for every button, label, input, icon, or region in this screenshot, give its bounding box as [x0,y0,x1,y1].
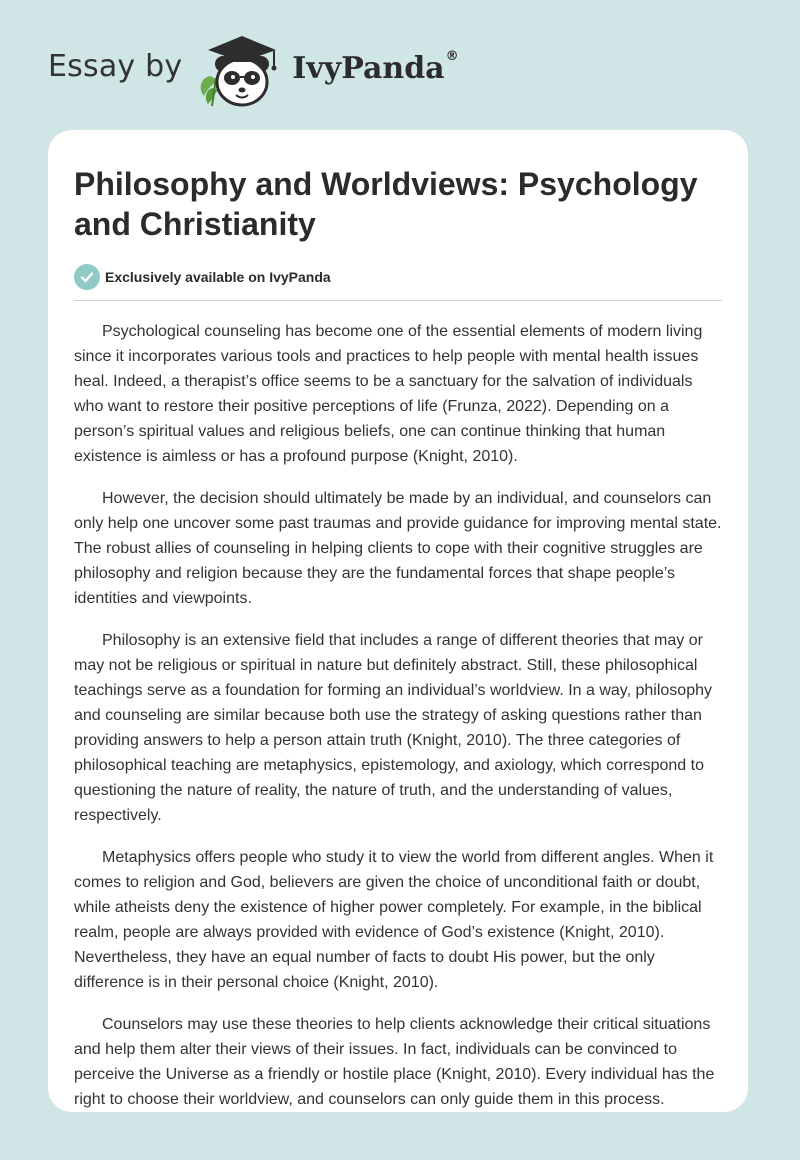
exclusive-badge [74,264,722,290]
paragraph: Metaphysics offers people who study it to view the world from different angles. When it comes to religion and God, believers are given the choice of unconditional faith or doubt, while atheists deny the existence of higher power completely. For example, in the biblical realm, people are always provided with evidence of God’s existence (Knight, 2010). Nevertheless, they have an equal number of facts to doubt His power, but the only difference is in their personal choice (Knight, 2010). [74,849,714,991]
registered-mark: ® [445,48,459,64]
paragraph: Counselors may use these theories to help clients acknowledge their critical situations and help them alter their views of their issues. In fact, individuals can be convinced to perceive the Universe as a friendly or hostile place (Knight, 2010). Every individual has the right to choose their worldview, and counselors can only guide them in this process. [74,1016,715,1108]
essay-body [74,319,722,1112]
essay-by-label: Essay by [48,48,183,84]
paragraph: Philosophy is an extensive field that includes a range of different theories that may or may not be religious or spiritual in nature but definitely abstract. Still, these philosophical teachings serve as a foundation for forming an individual’s worldview. In a way, philosophy and counseling are similar because both use the strategy of asking questions rather than providing answers to help a person attain truth (Knight, 2010). The three categories of philosophical teaching are metaphysics, epistemology, and axiology, which correspond to questioning the nature of reality, the nature of truth, and the understanding of values, respectively. [74,632,712,824]
paragraph: However, the decision should ultimately be made by an individual, and counselors can only help one uncover some past traumas and provide guidance for improving mental state. The robust allies of counseling in helping clients to cope with their cognitive struggles are philosophy and religion because they are the fundamental forces that shape people’s identities and viewpoints. [74,490,722,607]
check-circle-icon [74,264,100,290]
essay-title: Philosophy and Worldviews: Psychology and Christianity [74,166,698,242]
exclusive-badge-label: Exclusively available on IvyPanda [105,269,331,285]
brand-header[interactable] [48,30,459,110]
divider [74,300,722,301]
essay-card [48,130,748,1112]
paragraph: Psychological counseling has become one of the essential elements of modern living since it incorporates various tools and practices to help people with mental health issues heal. Indeed, a therapist’s office seems to be a sanctuary for the salvation of individuals who want to restore their positive perceptions of life (Frunza, 2022). Depending on a person’s spiritual values and religious beliefs, one can continue thinking that human existence is aimless or has a profound purpose (Knight, 2010). [74,323,703,465]
ivypanda-logo-icon [196,30,288,110]
brand-name: IvyPanda® [292,48,459,86]
